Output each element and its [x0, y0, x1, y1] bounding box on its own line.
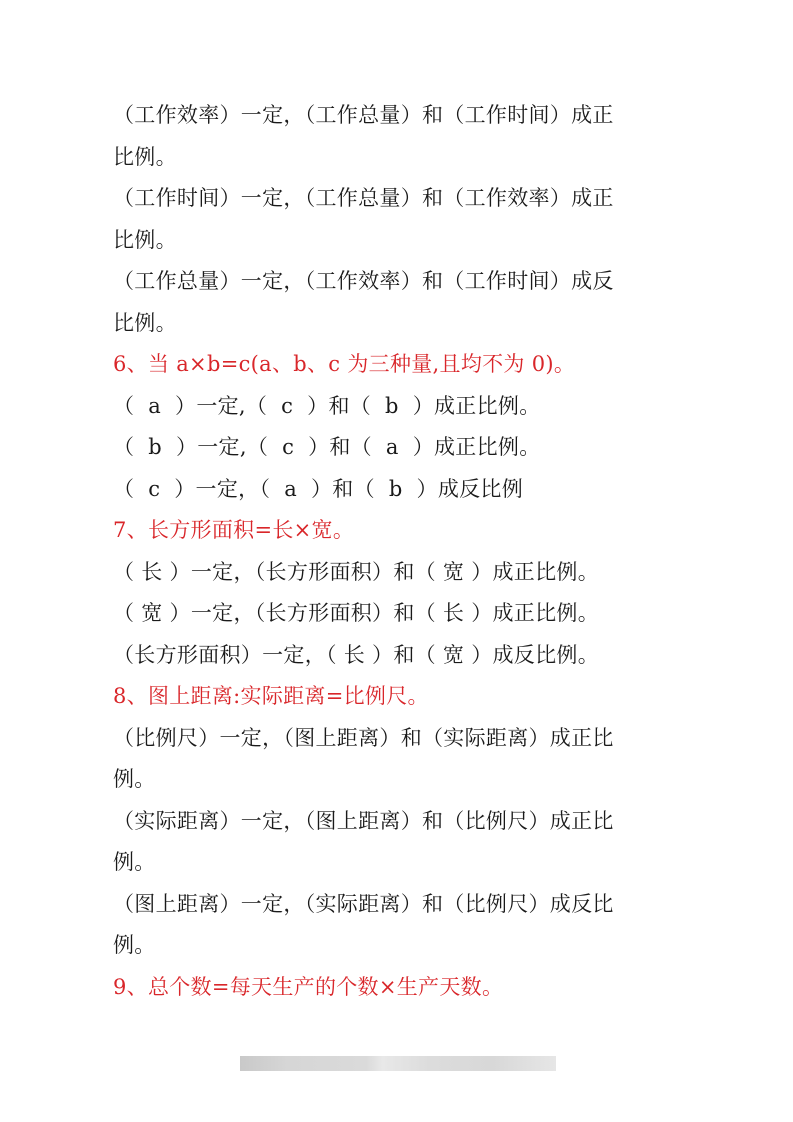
- text-line: （工作效率）一定，（工作总量）和（工作时间）成正: [113, 103, 614, 127]
- text-line: 例。: [113, 767, 156, 791]
- text-line: 例。: [113, 933, 156, 957]
- section-heading-7: 7、长方形面积=长×宽。: [113, 518, 355, 542]
- section-heading-9: 9、总个数=每天生产的个数×生产天数。: [113, 974, 504, 999]
- text-line: 比例。: [113, 310, 177, 335]
- text-line: （工作时间）一定，（工作总量）和（工作效率）成正: [113, 186, 614, 210]
- section-heading-8: 8、图上距离:实际距离=比例尺。: [113, 684, 429, 708]
- document-page: [113, 95, 685, 1008]
- text-line: （图上距离）一定，（实际距离）和（比例尺）成反比: [113, 891, 614, 916]
- text-line: （ 宽 ）一定，（长方形面积）和（ 长 ）成正比例。: [113, 601, 599, 625]
- text-line: 例。: [113, 850, 156, 874]
- text-line: （ 长 ）一定，（长方形面积）和（ 宽 ）成正比例。: [113, 559, 599, 584]
- text-line: （ a ）一定,（ c ）和（ b ）成正比例。: [113, 393, 541, 418]
- blurred-footer-watermark: [240, 1056, 556, 1071]
- text-line: （工作总量）一定，（工作效率）和（工作时间）成反: [113, 269, 614, 293]
- text-line: （实际距离）一定，（图上距离）和（比例尺）成正比: [113, 808, 614, 833]
- text-line: 比例。: [113, 227, 177, 252]
- text-line: （ b ）一定,（ c ）和（ a ）成正比例。: [113, 435, 541, 459]
- text-line: （比例尺）一定，（图上距离）和（实际距离）成正比: [113, 725, 614, 750]
- text-line: （长方形面积）一定，（ 长 ）和（ 宽 ）成反比例。: [113, 642, 599, 667]
- section-heading-6: 6、当 a×b=c(a、b、c 为三种量,且均不为 0)。: [113, 352, 576, 376]
- text-line: （ c ）一定，（ a ）和（ b ）成反比例: [113, 476, 524, 501]
- text-line: 比例。: [113, 144, 177, 169]
